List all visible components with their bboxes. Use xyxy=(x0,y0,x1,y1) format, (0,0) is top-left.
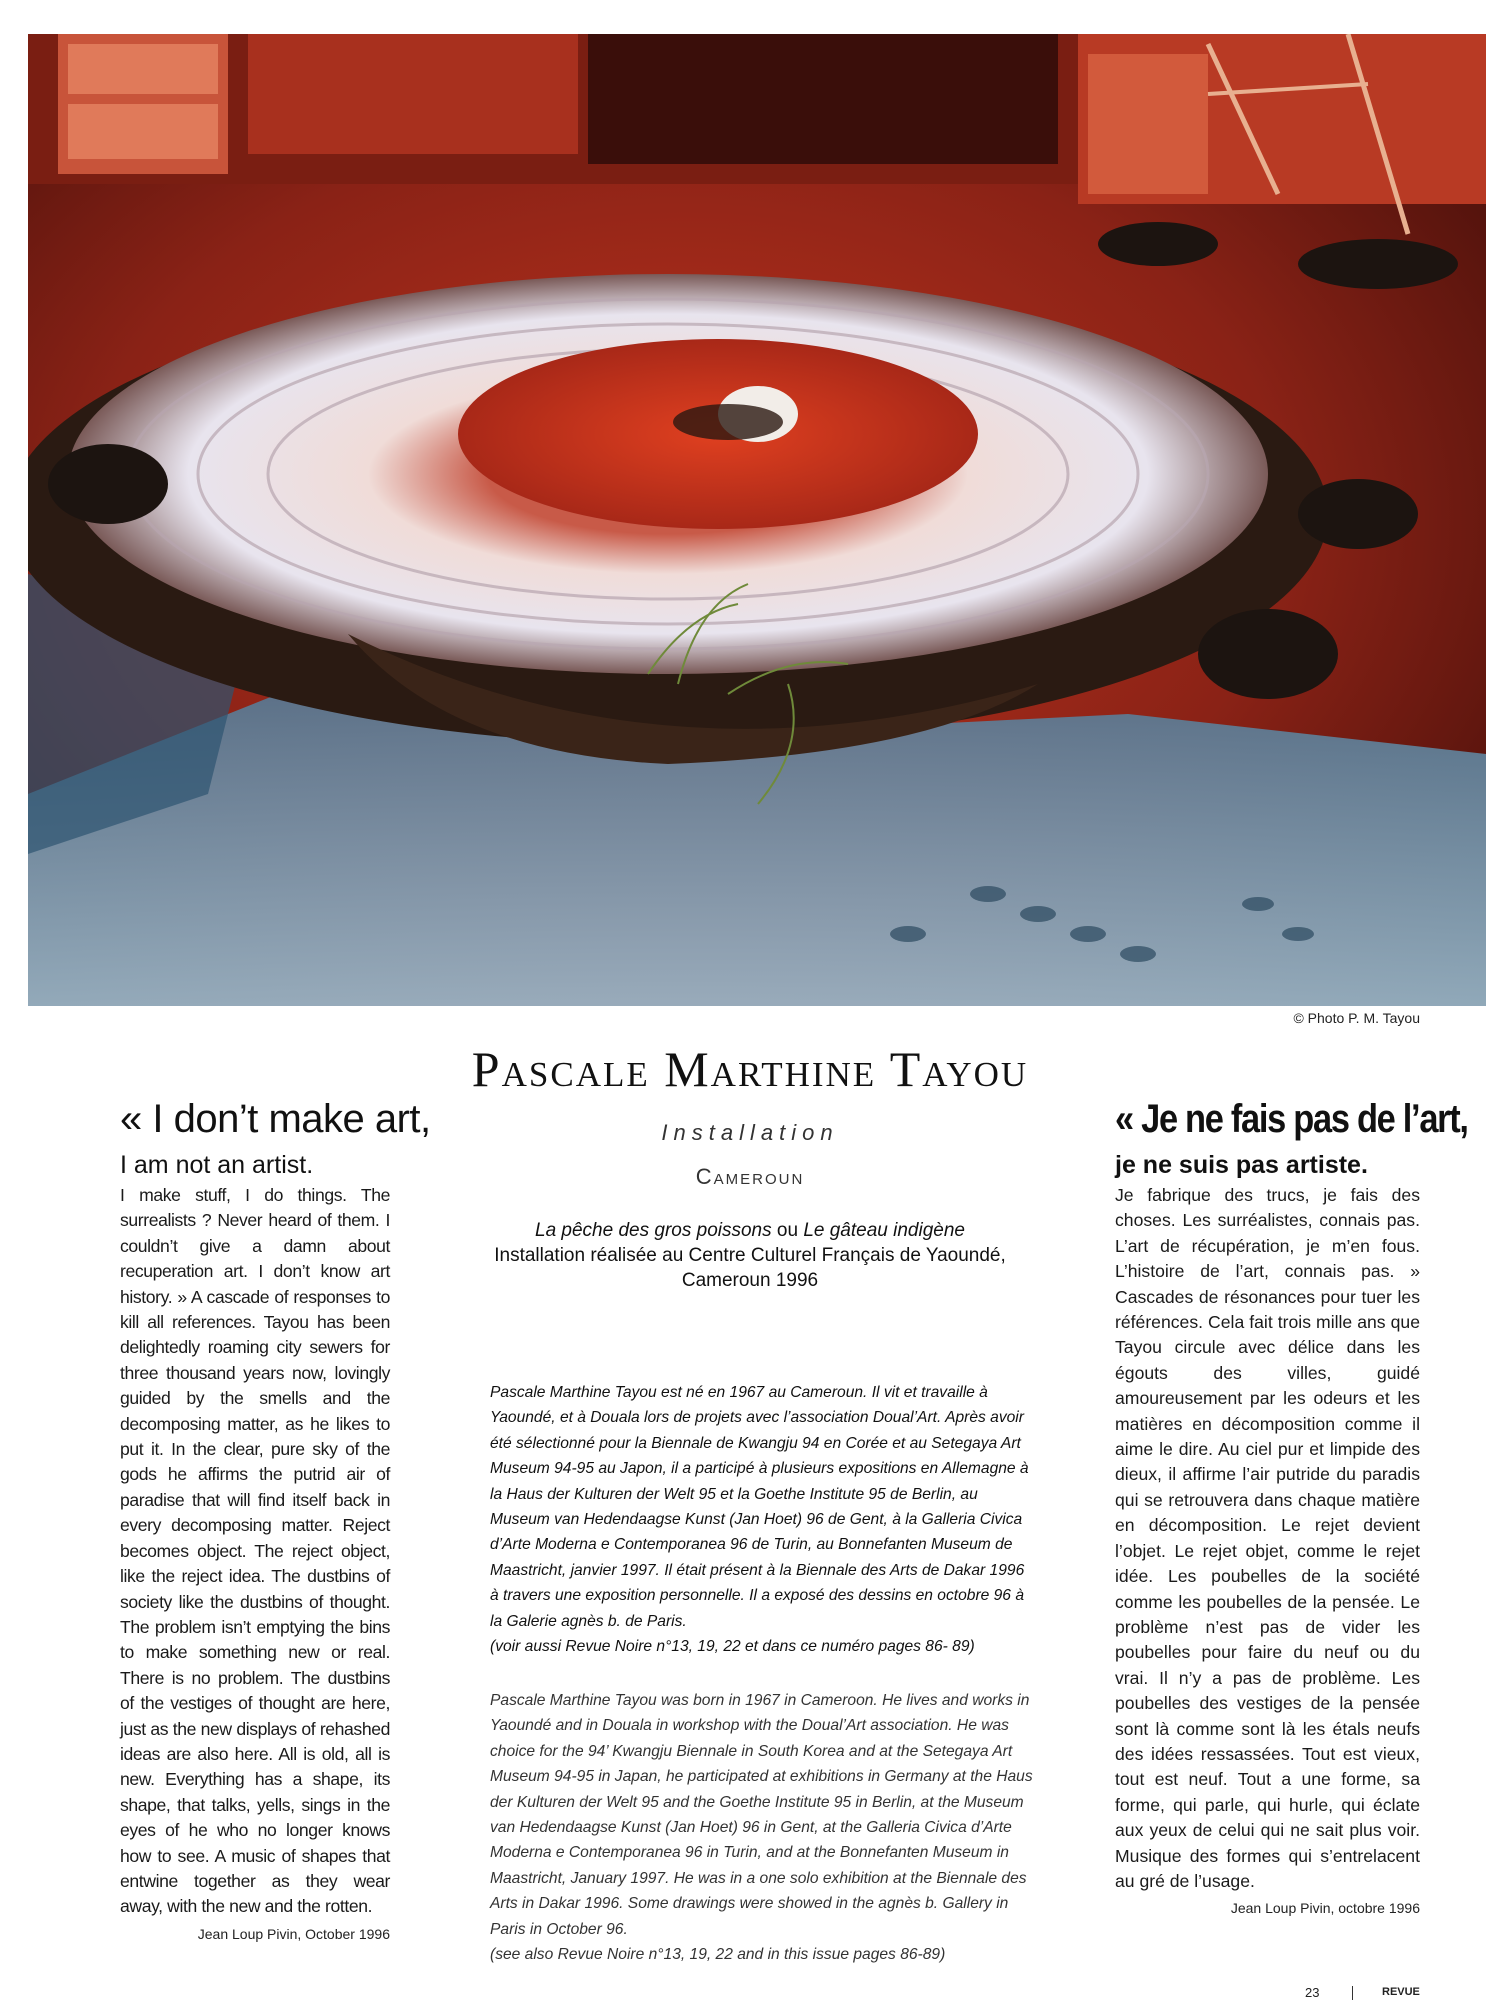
french-quote-column xyxy=(1115,1095,1468,1917)
french-pull-quote: « Je ne fais pas de l’art, xyxy=(1115,1097,1468,1141)
english-bio-text: Pascale Marthine Tayou was born in 1967 in Cameroon. He lives and works in Yaoundé and in Douala in workshop with the Doual’Art association. He was choice for the 94’ Kwangju Biennale in South Korea and at the Setegaya Art Museum 94-95 in Japan, he participated at exhibitions in Germany at the Haus der Kulturen der Welt 95 and the Goethe Institute 95 in Berlin, at the Museum van Hedendaagse Kunst (Jan Hoet) 96 in Gent, at the Galleria Civica d’Arte Moderna e Contemporanea 96 in Turin, and at the Bonnefanten Museum in Maastricht, January 1997. He was in a one solo exhibition at the Biennale des Arts in Dakar 1996. Some drawings were showed in the agnès b. Gallery in Paris in October 96. xyxy=(490,1692,1033,1938)
article-title: Pascale Marthine Tayou xyxy=(471,1041,1029,1097)
footer-divider xyxy=(1352,1986,1353,2000)
french-bio xyxy=(490,1380,1035,1659)
english-signature: Jean Loup Pivin, October 1996 xyxy=(197,1925,390,1942)
french-signature: Jean Loup Pivin, octobre 1996 xyxy=(1230,1900,1420,1917)
caption-connector: ou xyxy=(771,1220,804,1241)
french-body-text: Je fabrique des trucs, je fais des choses. Les surréalistes, connais pas. L’art de récupération, je m’en fous. L’histoire de l’art, connais pas. » Cascades de résonances pour tuer les références. Cela fait trois mille ans que Tayou circule avec délice dans les égouts des villes, guidé amoureusement par les odeurs et les matières en décomposition comme il aime le dire. Au ciel pur et limpide des dieux, il affirme l’air putride du paradis qui se retrouvera dans chaque matière en décomposition. Le rejet devient l’objet. Le rejet objet, comme le rejet idée. Les poubelles de la société comme les poubelles de la pensée. Le problème n’est pas de vider les poubelles pour faire du neuf ou du vrai. Il n’y a pas de problème. Les poubelles des vestiges de la pensée sont là comme sont là les étals neufs des idées ressassées. Tout est vieux, tout est neuf. Tout a une forme, sa forme, qui parle, qui hurle, qui éclate aux yeux de celui qui ne sait plus voir. Musique des formes qui s’entrelacent au gré de l’usage. xyxy=(1115,1185,1420,1891)
caption-rest: Installation réalisée au Centre Culturel Français de Yaoundé, Cameroun 1996 xyxy=(494,1245,1006,1291)
english-quote-column xyxy=(120,1095,431,1942)
english-bio-ref: (see also Revue Noire n°13, 19, 22 and in this issue pages 86-89) xyxy=(490,1946,946,1964)
french-bio-text: Pascale Marthine Tayou est né en 1967 au Cameroun. Il vit et travaille à Yaoundé, et à Douala lors de projets avec l’association Doual’Art. Après avoir été sélectionné pour la Biennale de Kwangju 94 en Corée et au Setegaya Art Museum 94-95 au Japon, il a participé à plusieurs expositions en Allemagne à la Haus der Kulturen der Welt 95 et la Goethe Institute 95 de Berlin, au Museum van Hedendaagse Kunst (Jan Hoet) 96 de Gent, à la Galleria Civica d’Arte Moderna e Contemporanea 96 de Turin, au Bonnefanten Museum de Maastricht, janvier 1997. Il était présent à la Biennale des Arts de Dakar 1996 à travers une exposition personnelle. Il a exposé des dessins en octobre 96 à la Galerie agnès b. de Paris. xyxy=(490,1384,1029,1630)
page-number: 23 xyxy=(1305,1985,1320,2000)
french-pull-quote-sub: je ne suis pas artiste. xyxy=(1115,1151,1368,1179)
english-pull-quote-sub: I am not an artist. xyxy=(120,1151,314,1179)
caption-title-2: Le gâteau indigène xyxy=(803,1220,965,1241)
english-bio xyxy=(490,1688,1035,1967)
article-header-center xyxy=(460,1120,1040,1293)
caption-title-1: La pêche des gros poissons xyxy=(535,1220,772,1241)
english-pull-quote: « I don’t make art, xyxy=(120,1097,431,1141)
photo-credit: © Photo P. M. Tayou xyxy=(1293,1010,1420,1026)
article-subtitle: Installation xyxy=(661,1120,839,1145)
installation-photo xyxy=(28,34,1486,1006)
article-country: Cameroun xyxy=(695,1164,805,1189)
french-bio-ref: (voir aussi Revue Noire n°13, 19, 22 et dans ce numéro pages 86- 89) xyxy=(490,1638,975,1656)
installation-caption xyxy=(460,1218,1040,1293)
english-body-text: I make stuff, I do things. The surrealists ? Never heard of them. I couldn’t give a damn about recuperation art. I don’t know art history. » A cascade of responses to kill all references. Tayou has been delightedly roaming city sewers for three thousand years now, lovingly guided by the smells and the decomposing matter, as he likes to put it. In the clear, pure sky of the gods he affirms the putrid air of paradise that will find itself back in every decomposing matter. Reject becomes object. The reject object, like the reject idea. The dustbins of society like the dustbins of thought. The problem isn’t emptying the bins to make something new or real. There is no problem. The dustbins of the vestiges of thought are here, just as the new displays of rehashed ideas are also here. All is old, all is new. Everything has a shape, its shape, that talks, yells, sings in the eyes of he who no longer knows how to see. A music of shapes that entwine together as they wear away, with the new and the rotten. xyxy=(120,1185,390,1917)
magazine-brand: REVUE xyxy=(1382,1986,1420,1998)
